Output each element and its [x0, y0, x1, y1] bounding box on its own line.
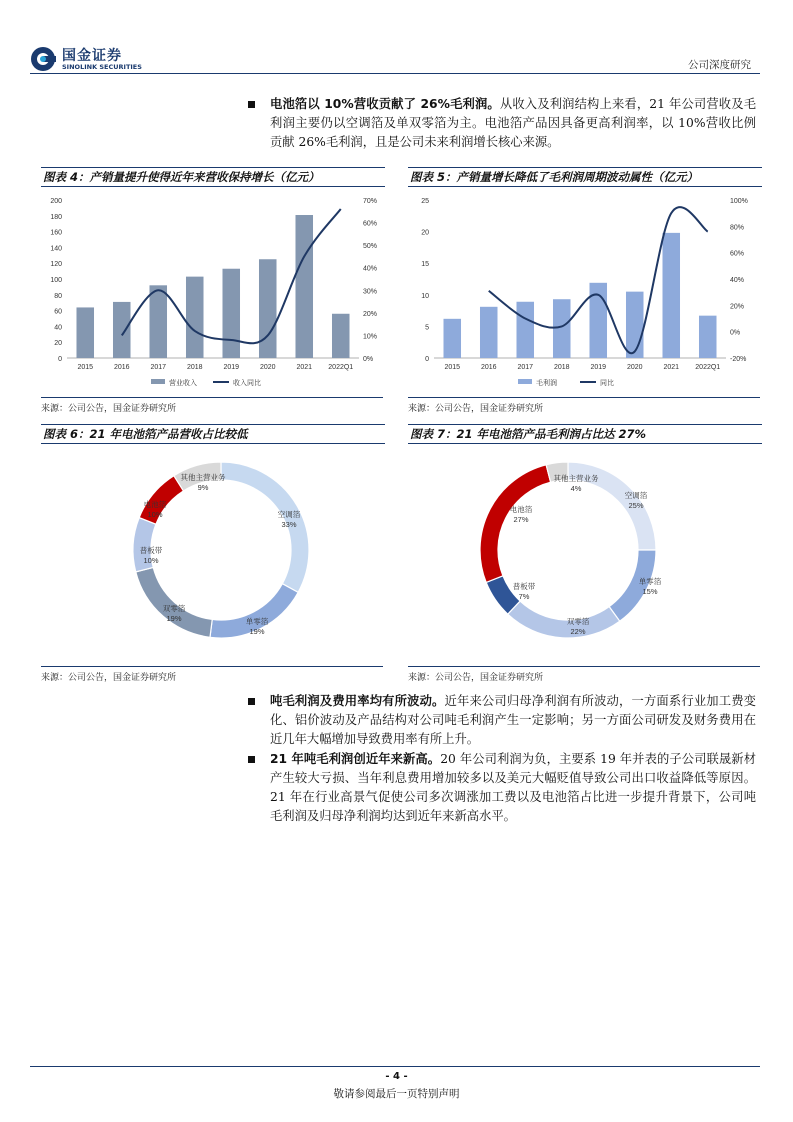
- y2-tick-label: -20%: [730, 356, 747, 363]
- bar-2016: [113, 302, 131, 358]
- y-tick-label: 20: [54, 340, 62, 348]
- y-tick-label: 160: [50, 229, 62, 237]
- paragraph-3-lead: 21 年吨毛利润创近年来新高。: [270, 752, 441, 766]
- slice-name-label: 其他主营业务: [553, 474, 599, 483]
- bar-2017: [149, 285, 167, 358]
- bar-2022Q1: [332, 314, 350, 358]
- paragraph-3-body: 20 年公司利润为负，主要系 19 年并表的子公司联晟新材产生较大亏损、当年利息费用增加较多以及美元大幅贬值导致公司出口收益降低等原因。21 年在行业高景气促使公司多次调涨加工费以及电池箔占比进一步提升背景下，公司吨毛利润及归母净利润均达到近年来新高水平。: [270, 752, 756, 823]
- slice-value-label: 33%: [281, 520, 297, 529]
- y-tick-label: 100: [50, 277, 62, 284]
- y-tick-label: 10: [421, 292, 429, 300]
- figure-5-source: 来源：公司公告，国金证券研究所: [408, 397, 760, 413]
- bar-2015: [76, 307, 94, 358]
- figure-6-chart: [41, 446, 383, 662]
- y2-tick-label: 80%: [730, 224, 745, 232]
- y-tick-label: 120: [50, 261, 62, 269]
- slice-name-label: 普板带: [512, 582, 536, 591]
- x-tick-label: 2017: [150, 364, 167, 371]
- figure-4-source: 来源：公司公告，国金证券研究所: [41, 397, 383, 413]
- slice-value-label: 25%: [628, 501, 644, 510]
- y2-tick-label: 70%: [363, 198, 378, 205]
- slice-value-label: 22%: [570, 627, 586, 636]
- y-tick-label: 180: [50, 213, 62, 221]
- logo-mark-icon: [30, 46, 56, 72]
- bar-2015: [443, 319, 461, 358]
- bar-2021: [662, 233, 680, 358]
- legend-swatch-bar: [518, 379, 532, 384]
- slice-name-label: 电池箔: [143, 500, 167, 509]
- x-tick-label: 2016: [113, 364, 130, 371]
- slice-value-label: 10%: [143, 556, 159, 565]
- x-tick-label: 2020: [626, 364, 643, 371]
- x-tick-label: 2022Q1: [695, 364, 721, 371]
- footer-divider: [30, 1066, 760, 1067]
- figure-7-source: 来源：公司公告，国金证券研究所: [408, 666, 760, 682]
- slice-双零箔: [508, 601, 620, 638]
- x-tick-label: 2015: [77, 364, 94, 371]
- slice-name-label: 空调箔: [624, 491, 648, 500]
- bar-2018: [553, 299, 571, 358]
- bar-2016: [480, 307, 498, 358]
- y-tick-label: 5: [425, 324, 429, 332]
- y2-tick-label: 40%: [363, 265, 378, 273]
- slice-value-label: 9%: [197, 483, 209, 492]
- paragraph-2-body: 近年来公司归母净利润有所波动，一方面系行业加工费变化、铝价波动及产品结构对公司吨毛利润产生一定影响；另一方面公司研发及财务费用在近几年大幅增加导致费用率有所上升。: [270, 694, 756, 746]
- paragraph-2: [270, 692, 756, 749]
- x-tick-label: 2021: [296, 364, 313, 371]
- logo-text-en: SINOLINK SECURITIES: [62, 63, 142, 71]
- slice-value-label: 10%: [147, 510, 163, 519]
- bullet-icon: [248, 101, 255, 108]
- figure-6-title: 图表 6：21 年电池箔产品营收占比较低: [41, 424, 385, 444]
- x-tick-label: 2018: [186, 364, 203, 371]
- paragraph-1-body: 从收入及利润结构上来看，21 年公司营收及毛利润主要仍以空调箔及单双零箔为主。电池箔产品因具备更高利润率，以 10%营收比例贡献 26%毛利润，且是公司未来利润增长核心来源。: [270, 97, 756, 149]
- slice-value-label: 4%: [570, 484, 582, 493]
- logo-text-cn: 国金证券: [62, 48, 122, 64]
- page-number: - 4 -: [385, 1071, 408, 1082]
- figure-6-source: 来源：公司公告，国金证券研究所: [41, 666, 383, 682]
- x-tick-label: 2019: [223, 364, 240, 371]
- bar-2018: [186, 277, 204, 358]
- slice-value-label: 7%: [518, 592, 530, 601]
- legend-swatch-bar: [151, 379, 165, 384]
- slice-value-label: 15%: [642, 587, 658, 596]
- y2-tick-label: 20%: [730, 303, 745, 311]
- y-tick-label: 60: [54, 308, 62, 316]
- slice-value-label: 19%: [249, 627, 265, 636]
- y2-tick-label: 20%: [363, 310, 378, 318]
- figure-4-chart: [41, 188, 383, 393]
- figure-4-title: 图表 4：产销量提升使得近年来营收保持增长（亿元）: [41, 167, 385, 187]
- legend-label: 收入同比: [233, 380, 261, 387]
- y2-tick-label: 60%: [730, 250, 745, 258]
- y2-tick-label: 100%: [730, 198, 748, 205]
- paragraph-3: [270, 750, 756, 826]
- y-tick-label: 0: [425, 356, 429, 363]
- slice-name-label: 其他主营业务: [180, 473, 226, 482]
- slice-name-label: 电池箔: [509, 505, 533, 514]
- paragraph-1: [270, 95, 756, 152]
- slice-value-label: 27%: [513, 515, 529, 524]
- figure-5-chart: [408, 188, 760, 393]
- x-tick-label: 2016: [480, 364, 497, 371]
- legend-label: 营业收入: [169, 380, 197, 387]
- bullet-icon: [248, 756, 255, 763]
- y2-tick-label: 30%: [363, 288, 378, 296]
- y-tick-label: 40: [54, 324, 62, 332]
- x-tick-label: 2018: [553, 364, 570, 371]
- y-tick-label: 200: [50, 198, 62, 205]
- bar-2017: [516, 302, 534, 358]
- y-tick-label: 80: [54, 292, 62, 300]
- x-tick-label: 2015: [444, 364, 461, 371]
- slice-value-label: 19%: [166, 614, 182, 623]
- y2-tick-label: 40%: [730, 277, 745, 284]
- company-logo: [30, 44, 150, 76]
- bar-2019: [222, 269, 240, 358]
- x-tick-label: 2017: [517, 364, 534, 371]
- slice-双零箔: [136, 567, 212, 637]
- figure-5-title: 图表 5：产销量增长降低了毛利润周期波动属性（亿元）: [408, 167, 762, 187]
- header-divider: [30, 73, 760, 74]
- y-tick-label: 15: [421, 261, 429, 269]
- report-type: 公司深度研究: [688, 59, 751, 71]
- y2-tick-label: 60%: [363, 220, 378, 228]
- x-tick-label: 2019: [590, 364, 607, 371]
- figure-7-title: 图表 7：21 年电池箔产品毛利润占比达 27%: [408, 424, 762, 444]
- slice-name-label: 空调箔: [277, 510, 301, 519]
- bar-2020: [626, 292, 644, 358]
- legend-label: 同比: [600, 380, 614, 387]
- slice-name-label: 单零箔: [245, 617, 269, 626]
- paragraph-2-lead: 吨毛利润及费用率均有所波动。: [270, 694, 445, 708]
- paragraph-1-lead: 电池箔以 10%营收贡献了 26%毛利润。: [270, 97, 500, 111]
- slice-name-label: 双零箔: [162, 604, 186, 613]
- bar-2020: [259, 259, 277, 358]
- x-tick-label: 2021: [663, 364, 680, 371]
- bar-2022Q1: [699, 316, 717, 358]
- slice-name-label: 普板带: [139, 546, 163, 555]
- figure-7-chart: [408, 446, 760, 662]
- y2-tick-label: 50%: [363, 243, 378, 251]
- y-tick-label: 25: [421, 198, 429, 205]
- y2-tick-label: 0%: [363, 356, 374, 363]
- slice-name-label: 单零箔: [638, 577, 662, 586]
- x-tick-label: 2020: [259, 364, 276, 371]
- bar-2021: [295, 215, 313, 358]
- y-tick-label: 0: [58, 356, 62, 363]
- footer-disclaimer: 敬请参阅最后一页特别声明: [333, 1088, 460, 1100]
- legend-label: 毛利润: [536, 380, 557, 387]
- bullet-icon: [248, 698, 255, 705]
- x-tick-label: 2022Q1: [328, 364, 354, 371]
- y2-tick-label: 10%: [363, 333, 378, 341]
- y-tick-label: 20: [421, 229, 429, 237]
- slice-name-label: 双零箔: [566, 617, 590, 626]
- y-tick-label: 140: [50, 245, 62, 253]
- y2-tick-label: 0%: [730, 329, 741, 337]
